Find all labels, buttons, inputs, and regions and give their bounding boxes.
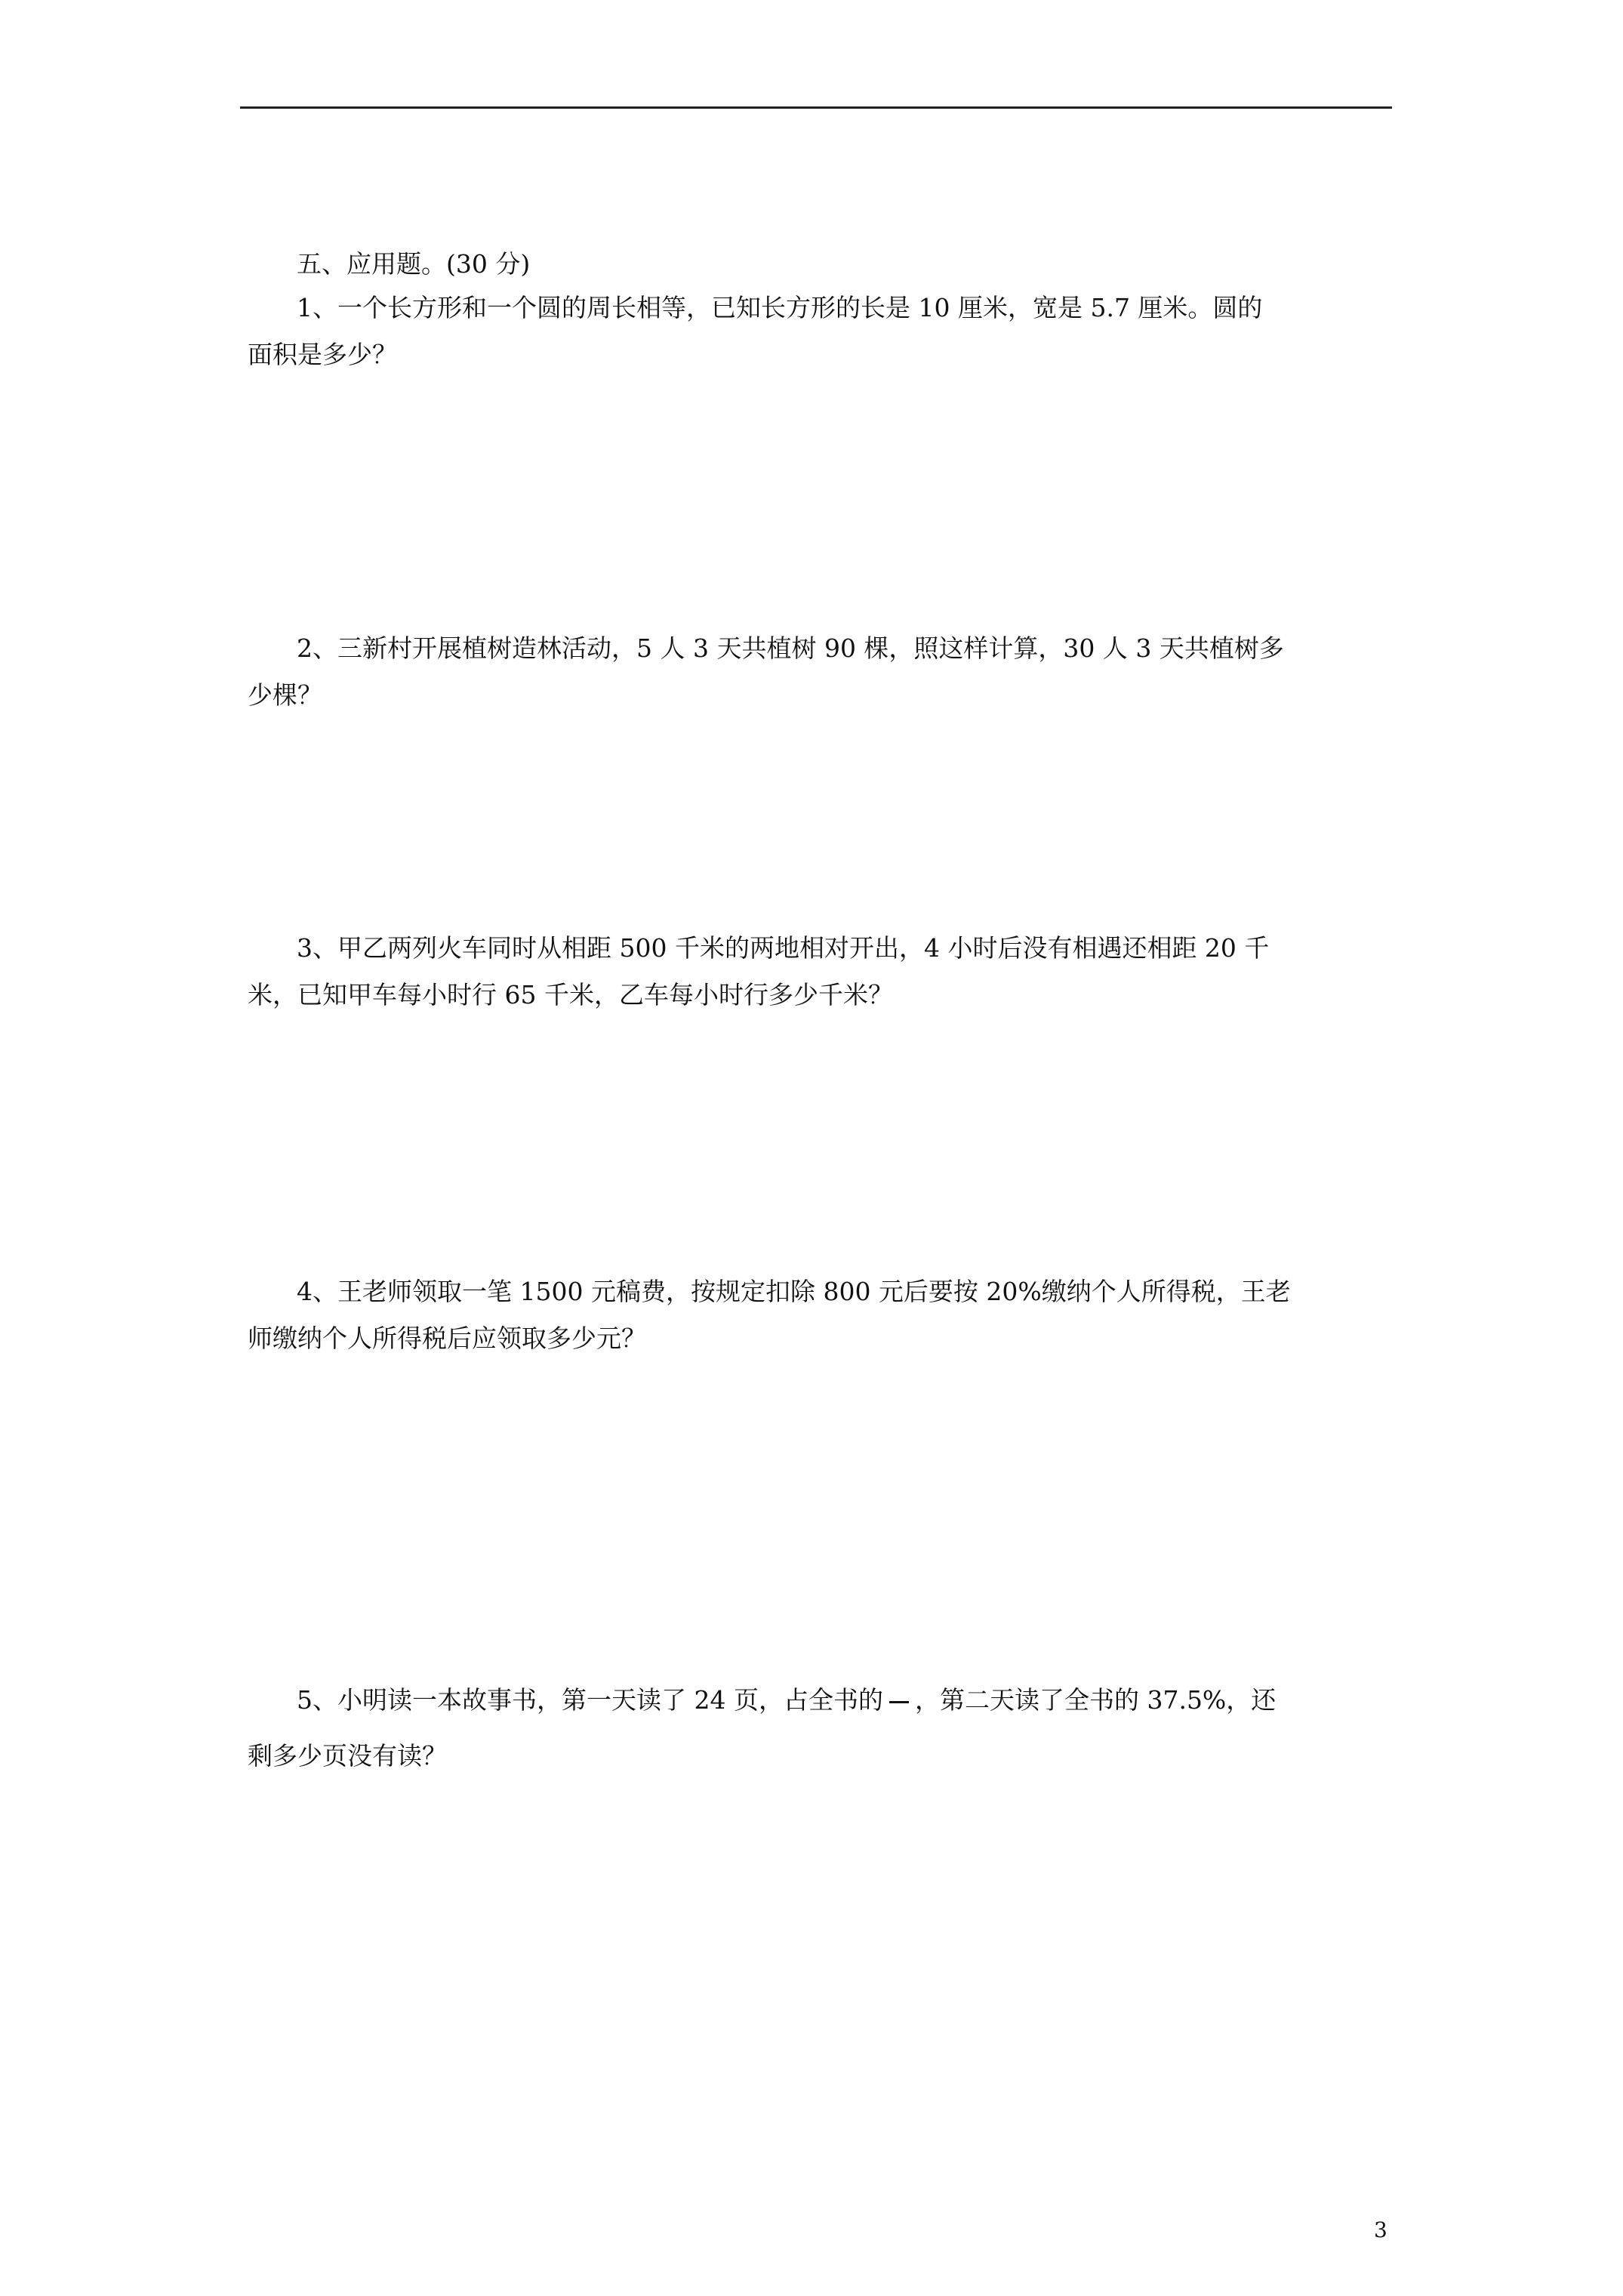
question-5-line-2: 剩多少页没有读？ bbox=[248, 1741, 447, 1771]
question-2 bbox=[248, 625, 1389, 719]
fraction-bar bbox=[889, 1701, 909, 1703]
question-4 bbox=[248, 1268, 1389, 1362]
question-5-line-1-start: 5、小明读一本故事书，第一天读了 24 页，占全书的 bbox=[297, 1685, 883, 1715]
question-3 bbox=[248, 925, 1389, 1019]
question-3-line-1: 3、甲乙两列火车同时从相距 500 千米的两地相对开出，4 小时后没有相遇还相距 20 千 bbox=[297, 933, 1270, 963]
question-1-line-2: 面积是多少？ bbox=[248, 340, 397, 369]
question-2-line-1: 2、三新村开展植树造林活动，5 人 3 天共植树 90 棵，照这样计算，30 人 3 天共植树多 bbox=[297, 633, 1284, 663]
question-2-line-2: 少棵？ bbox=[248, 680, 322, 710]
question-5 bbox=[248, 1672, 1389, 1784]
header-rule bbox=[240, 106, 1392, 109]
question-4-line-2: 师缴纳个人所得税后应领取多少元？ bbox=[248, 1324, 646, 1353]
question-3-line-2: 米，已知甲车每小时行 65 千米，乙车每小时行多少千米？ bbox=[248, 980, 893, 1009]
page-number: 3 bbox=[1374, 2217, 1387, 2242]
question-5-line-1-end: ，第二天读了全书的 37.5%，还 bbox=[914, 1685, 1277, 1715]
section-title: 五、应用题。(30 分) bbox=[297, 249, 531, 279]
question-4-line-1: 4、王老师领取一笔 1500 元稿费，按规定扣除 800 元后要按 20%缴纳个人所得税，王老 bbox=[297, 1277, 1291, 1306]
question-1-line-1: 1、一个长方形和一个圆的周长相等，已知长方形的长是 10 厘米，宽是 5.7 厘米。圆的 bbox=[297, 293, 1263, 322]
question-5-line-1 bbox=[248, 1672, 1389, 1728]
question-1 bbox=[248, 285, 1389, 378]
